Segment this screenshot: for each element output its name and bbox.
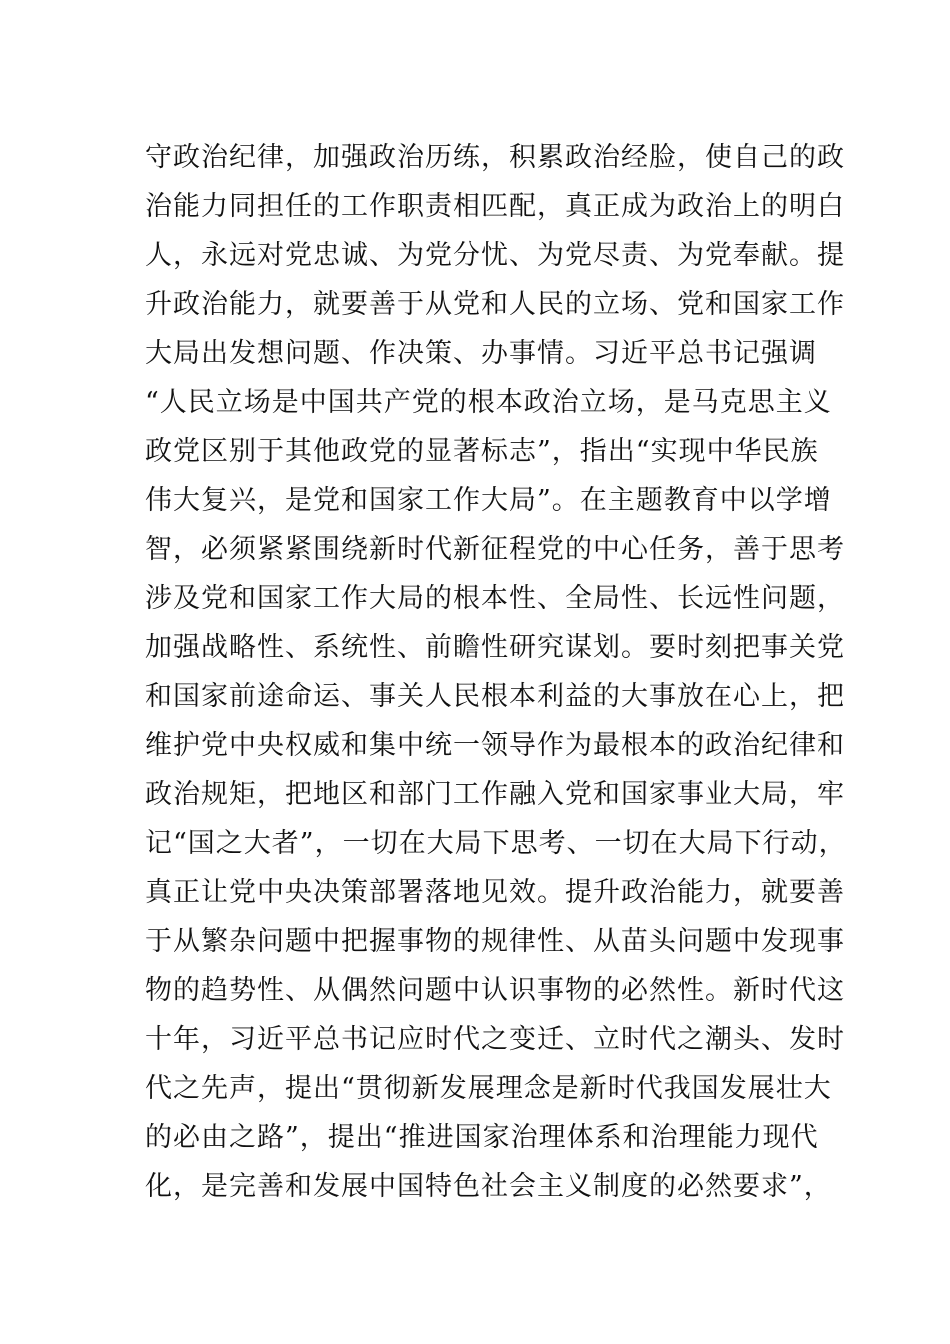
text-line-20: 代之先声，提出“贯彻新发展理念是新时代我国发展壮大 bbox=[145, 1073, 832, 1104]
text-line-5: 大局出发想问题、作决策、办事情。习近平总书记强调 bbox=[145, 338, 817, 369]
text-line-10: 涉及党和国家工作大局的根本性、全局性、长远性问题， bbox=[145, 583, 845, 614]
text-line-19: 十年，习近平总书记应时代之变迁、立时代之潮头、发时 bbox=[145, 1024, 845, 1055]
text-line-16: 真正让党中央决策部署落地见效。提升政治能力，就要善 bbox=[145, 877, 845, 908]
text-line-1: 守政治纪律，加强政治历练，积累政治经脸，使自己的政 bbox=[145, 142, 845, 173]
body-paragraph bbox=[145, 133, 847, 1211]
text-line-2: 治能力同担任的工作职责相匹配，真正成为政治上的明白 bbox=[145, 191, 845, 222]
text-line-15: 记“国之大者”，一切在大局下思考、一切在大局下行动， bbox=[145, 828, 847, 859]
text-line-3: 人，永远对党忠诚、为党分忧、为党尽责、为党奉献。提 bbox=[145, 240, 845, 271]
text-line-4: 升政治能力，就要善于从党和人民的立场、党和国家工作 bbox=[145, 289, 845, 320]
text-line-21: 的必由之路”，提出“推进国家治理体系和治理能力现代 bbox=[145, 1122, 819, 1153]
text-line-11: 加强战略性、系统性、前瞻性研究谋划。要时刻把事关党 bbox=[145, 632, 845, 663]
text-line-18: 物的趋势性、从偶然问题中认识事物的必然性。新时代这 bbox=[145, 975, 845, 1006]
text-line-14: 政治规矩，把地区和部门工作融入党和国家事业大局，牢 bbox=[145, 779, 845, 810]
text-line-6: “人民立场是中国共产党的根本政治立场，是马克思主义 bbox=[145, 387, 832, 418]
text-line-7: 政党区别于其他政党的显著标志”，指出“实现中华民族 bbox=[145, 436, 819, 467]
text-line-22: 化，是完善和发展中国特色社会主义制度的必然要求”， bbox=[145, 1171, 832, 1202]
text-line-12: 和国家前途命运、事关人民根本利益的大事放在心上，把 bbox=[145, 681, 845, 712]
text-line-13: 维护党中央权威和集中统一领导作为最根本的政治纪律和 bbox=[145, 730, 845, 761]
text-line-8: 伟大复兴，是党和国家工作大局”。在主题教育中以学增 bbox=[145, 485, 832, 516]
text-line-17: 于从繁杂问题中把握事物的规律性、从苗头问题中发现事 bbox=[145, 926, 845, 957]
text-line-9: 智，必须紧紧围绕新时代新征程党的中心任务，善于思考 bbox=[145, 534, 845, 565]
